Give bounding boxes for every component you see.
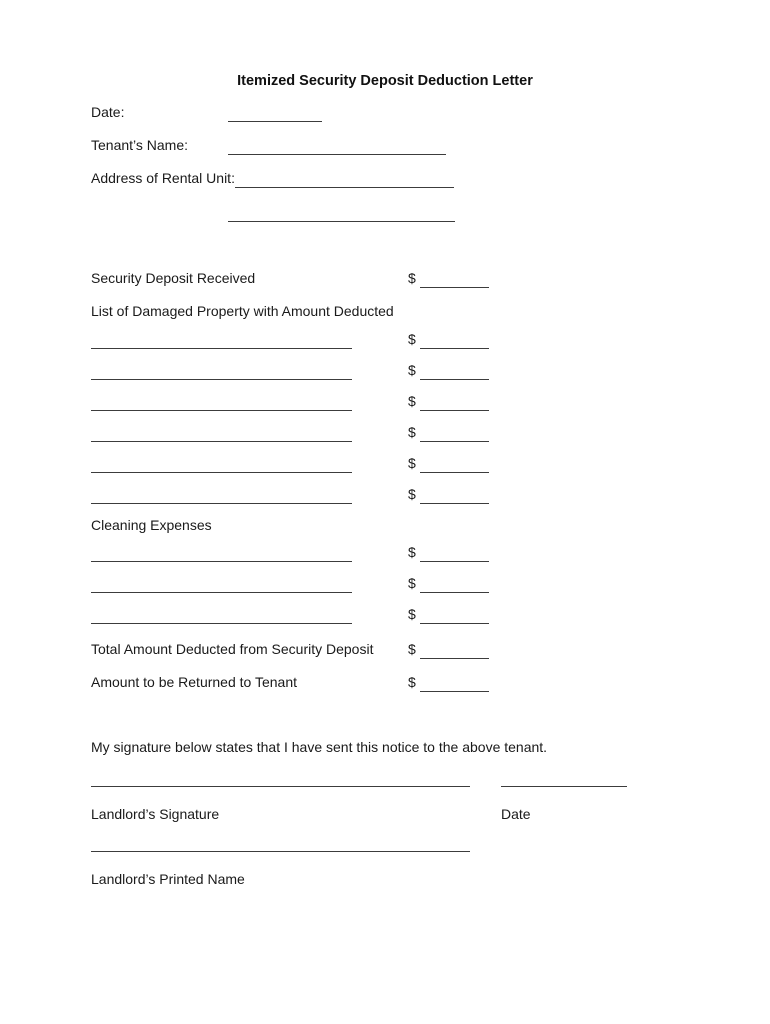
signature-statement-text: My signature below states that I have sent this notice to the above tenant.: [91, 739, 548, 755]
landlord-signature-line[interactable]: [91, 769, 470, 787]
dollar-sign: $: [408, 331, 416, 347]
total-deducted-label: Total Amount Deducted from Security Deposit: [91, 641, 374, 657]
landlord-printed-name-label: Landlord’s Printed Name: [91, 871, 245, 887]
dollar-sign: $: [408, 393, 416, 409]
item-amount-line[interactable]: [420, 393, 489, 411]
item-amount-line[interactable]: [420, 606, 489, 624]
printed-name-label-row: [91, 870, 679, 889]
landlord-printed-name-line[interactable]: [91, 834, 470, 852]
tenant-name-label: Tenant’s Name:: [91, 137, 189, 153]
deduction-item-row: [91, 330, 679, 349]
item-description-line[interactable]: [91, 393, 352, 411]
amount-group: [408, 269, 489, 288]
amount-group: [408, 574, 489, 593]
item-description-line[interactable]: [91, 606, 352, 624]
amount-group: [408, 392, 489, 411]
item-description-line[interactable]: [91, 362, 352, 380]
date-row: [91, 103, 679, 122]
security-deposit-amount-line[interactable]: [420, 270, 489, 288]
signature-line-row: [91, 768, 679, 787]
amount-group: [408, 640, 489, 659]
damaged-property-list-label: List of Damaged Property with Amount Deducted: [91, 303, 394, 319]
item-amount-line[interactable]: [420, 362, 489, 380]
amount-group: [408, 485, 489, 504]
deduction-item-row: [91, 574, 679, 593]
signature-date-line[interactable]: [501, 769, 627, 787]
amount-group: [408, 361, 489, 380]
deduction-item-row: [91, 423, 679, 442]
amount-returned-amount-line[interactable]: [420, 674, 489, 692]
document-title: Itemized Security Deposit Deduction Letter: [237, 73, 533, 89]
address-label: Address of Rental Unit:: [91, 170, 235, 186]
dollar-sign: $: [408, 270, 416, 286]
deduction-item-row: [91, 361, 679, 380]
amount-group: [408, 454, 489, 473]
deduction-item-row: [91, 392, 679, 411]
item-amount-line[interactable]: [420, 331, 489, 349]
item-description-line[interactable]: [91, 331, 352, 349]
amount-group: [408, 605, 489, 624]
deduction-item-row: [91, 543, 679, 562]
dollar-sign: $: [408, 641, 416, 657]
address-input-line-2[interactable]: [228, 204, 455, 222]
item-amount-line[interactable]: [420, 544, 489, 562]
tenant-name-input-line[interactable]: [228, 137, 446, 155]
damaged-property-list-row: [91, 302, 679, 321]
deduction-item-row: [91, 485, 679, 504]
item-description-line[interactable]: [91, 424, 352, 442]
cleaning-expenses-row: [91, 516, 679, 535]
deduction-item-row: [91, 605, 679, 624]
amount-group: [408, 673, 489, 692]
address-row-2: [91, 203, 679, 222]
amount-returned-row: [91, 673, 679, 692]
security-deposit-received-label: Security Deposit Received: [91, 270, 256, 286]
address-row: [91, 169, 679, 188]
dollar-sign: $: [408, 674, 416, 690]
item-description-line[interactable]: [91, 486, 352, 504]
printed-name-line-row: [91, 833, 679, 852]
item-amount-line[interactable]: [420, 575, 489, 593]
amount-returned-label: Amount to be Returned to Tenant: [91, 674, 297, 690]
signature-labels-row: [91, 805, 679, 824]
item-amount-line[interactable]: [420, 455, 489, 473]
dollar-sign: $: [408, 486, 416, 502]
item-amount-line[interactable]: [420, 424, 489, 442]
landlord-signature-label: Landlord’s Signature: [91, 806, 220, 822]
cleaning-expense-rows: [91, 543, 679, 624]
cleaning-expenses-label: Cleaning Expenses: [91, 517, 212, 533]
dollar-sign: $: [408, 424, 416, 440]
amount-group: [408, 330, 489, 349]
dollar-sign: $: [408, 544, 416, 560]
item-description-line[interactable]: [91, 575, 352, 593]
item-description-line[interactable]: [91, 455, 352, 473]
item-amount-line[interactable]: [420, 486, 489, 504]
tenant-name-row: [91, 136, 679, 155]
total-deducted-amount-line[interactable]: [420, 641, 489, 659]
security-deposit-received-row: [91, 269, 679, 288]
deduction-item-row: [91, 454, 679, 473]
dollar-sign: $: [408, 362, 416, 378]
amount-group: [408, 423, 489, 442]
dollar-sign: $: [408, 455, 416, 471]
signature-date-label: Date: [501, 806, 531, 822]
total-deducted-row: [91, 640, 679, 659]
amount-group: [408, 543, 489, 562]
signature-statement: [91, 738, 679, 757]
dollar-sign: $: [408, 575, 416, 591]
date-input-line[interactable]: [228, 104, 322, 122]
dollar-sign: $: [408, 606, 416, 622]
address-input-line-1[interactable]: [235, 170, 454, 188]
damaged-property-rows: [91, 330, 679, 504]
date-label: Date:: [91, 104, 125, 120]
item-description-line[interactable]: [91, 544, 352, 562]
